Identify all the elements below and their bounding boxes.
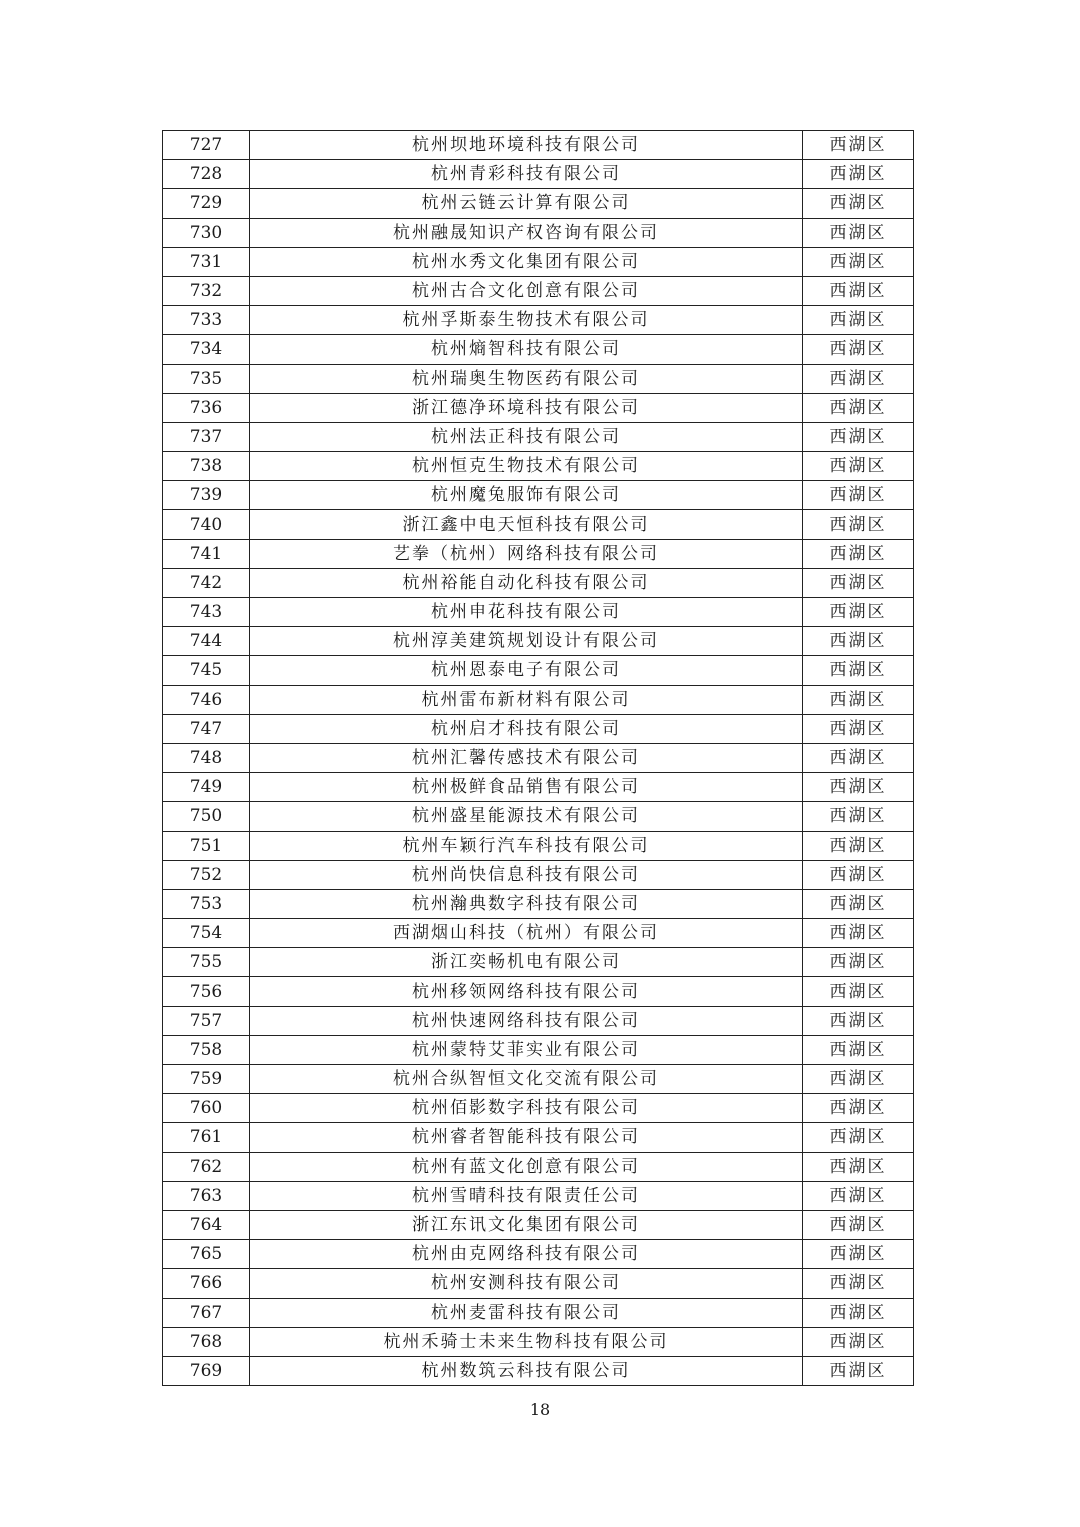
district-cell: 西湖区 [803,1181,914,1210]
company-name-cell: 杭州合纵智恒文化交流有限公司 [250,1065,803,1094]
company-name-cell: 杭州申花科技有限公司 [250,598,803,627]
company-name-cell: 杭州启才科技有限公司 [250,714,803,743]
table-row [163,1240,914,1269]
table-row [163,1269,914,1298]
row-number-cell: 766 [163,1269,250,1298]
row-number-cell: 767 [163,1298,250,1327]
row-number-cell: 752 [163,860,250,889]
company-name-cell: 艺拳（杭州）网络科技有限公司 [250,539,803,568]
row-number-cell: 734 [163,335,250,364]
table-row [163,218,914,247]
row-number-cell: 747 [163,714,250,743]
district-cell: 西湖区 [803,627,914,656]
district-cell: 西湖区 [803,889,914,918]
table-row [163,568,914,597]
company-name-cell: 杭州魔兔服饰有限公司 [250,481,803,510]
company-name-cell: 杭州坝地环境科技有限公司 [250,131,803,160]
company-name-cell: 杭州尚快信息科技有限公司 [250,860,803,889]
district-cell: 西湖区 [803,714,914,743]
district-cell: 西湖区 [803,276,914,305]
row-number-cell: 769 [163,1356,250,1385]
table-row [163,656,914,685]
table-row [163,1065,914,1094]
company-name-cell: 杭州蒙特艾菲实业有限公司 [250,1035,803,1064]
company-name-cell: 杭州恩泰电子有限公司 [250,656,803,685]
table-row [163,773,914,802]
row-number-cell: 764 [163,1210,250,1239]
row-number-cell: 760 [163,1094,250,1123]
table-row [163,1181,914,1210]
row-number-cell: 754 [163,919,250,948]
row-number-cell: 743 [163,598,250,627]
table-row [163,1094,914,1123]
row-number-cell: 756 [163,977,250,1006]
row-number-cell: 759 [163,1065,250,1094]
row-number-cell: 735 [163,364,250,393]
table-row [163,510,914,539]
row-number-cell: 730 [163,218,250,247]
row-number-cell: 739 [163,481,250,510]
district-cell: 西湖区 [803,422,914,451]
company-name-cell: 杭州恒克生物技术有限公司 [250,452,803,481]
row-number-cell: 758 [163,1035,250,1064]
table-row [163,714,914,743]
company-name-cell: 杭州青彩科技有限公司 [250,160,803,189]
table-row [163,743,914,772]
district-cell: 西湖区 [803,1327,914,1356]
district-cell: 西湖区 [803,1123,914,1152]
table-row [163,919,914,948]
district-cell: 西湖区 [803,1210,914,1239]
district-cell: 西湖区 [803,218,914,247]
row-number-cell: 744 [163,627,250,656]
company-name-cell: 杭州佰影数字科技有限公司 [250,1094,803,1123]
company-name-cell: 杭州水秀文化集团有限公司 [250,247,803,276]
district-cell: 西湖区 [803,568,914,597]
company-name-cell: 杭州瀚典数字科技有限公司 [250,889,803,918]
company-table-body [163,131,914,1386]
district-cell: 西湖区 [803,1269,914,1298]
company-name-cell: 杭州有蓝文化创意有限公司 [250,1152,803,1181]
table-row [163,948,914,977]
company-name-cell: 杭州熵智科技有限公司 [250,335,803,364]
table-row [163,364,914,393]
company-name-cell: 杭州数筑云科技有限公司 [250,1356,803,1385]
table-row [163,452,914,481]
row-number-cell: 741 [163,539,250,568]
district-cell: 西湖区 [803,393,914,422]
company-name-cell: 杭州融晟知识产权咨询有限公司 [250,218,803,247]
table-row [163,685,914,714]
row-number-cell: 732 [163,276,250,305]
page-number: 18 [529,1400,551,1419]
row-number-cell: 728 [163,160,250,189]
row-number-cell: 737 [163,422,250,451]
company-name-cell: 杭州云链云计算有限公司 [250,189,803,218]
district-cell: 西湖区 [803,452,914,481]
district-cell: 西湖区 [803,1065,914,1094]
table-row [163,1298,914,1327]
row-number-cell: 749 [163,773,250,802]
company-name-cell: 杭州车颖行汽车科技有限公司 [250,831,803,860]
district-cell: 西湖区 [803,802,914,831]
company-name-cell: 杭州睿者智能科技有限公司 [250,1123,803,1152]
table-row [163,247,914,276]
row-number-cell: 746 [163,685,250,714]
company-name-cell: 杭州移领网络科技有限公司 [250,977,803,1006]
district-cell: 西湖区 [803,831,914,860]
table-row [163,1327,914,1356]
table-row [163,1035,914,1064]
table-row [163,598,914,627]
district-cell: 西湖区 [803,948,914,977]
company-name-cell: 浙江东讯文化集团有限公司 [250,1210,803,1239]
row-number-cell: 765 [163,1240,250,1269]
row-number-cell: 757 [163,1006,250,1035]
table-row [163,481,914,510]
district-cell: 西湖区 [803,977,914,1006]
row-number-cell: 729 [163,189,250,218]
district-cell: 西湖区 [803,743,914,772]
table-row [163,335,914,364]
district-cell: 西湖区 [803,656,914,685]
table-row [163,977,914,1006]
district-cell: 西湖区 [803,1035,914,1064]
company-name-cell: 杭州麦雷科技有限公司 [250,1298,803,1327]
company-name-cell: 杭州法正科技有限公司 [250,422,803,451]
district-cell: 西湖区 [803,481,914,510]
district-cell: 西湖区 [803,247,914,276]
district-cell: 西湖区 [803,160,914,189]
row-number-cell: 745 [163,656,250,685]
table-row [163,422,914,451]
row-number-cell: 738 [163,452,250,481]
table-row [163,802,914,831]
company-name-cell: 西湖烟山科技（杭州）有限公司 [250,919,803,948]
table-row [163,1006,914,1035]
company-name-cell: 杭州孚斯泰生物技术有限公司 [250,306,803,335]
district-cell: 西湖区 [803,364,914,393]
company-name-cell: 浙江奕畅机电有限公司 [250,948,803,977]
table-row [163,627,914,656]
row-number-cell: 727 [163,131,250,160]
table-row [163,1152,914,1181]
district-cell: 西湖区 [803,131,914,160]
district-cell: 西湖区 [803,773,914,802]
district-cell: 西湖区 [803,1240,914,1269]
row-number-cell: 751 [163,831,250,860]
district-cell: 西湖区 [803,1356,914,1385]
row-number-cell: 748 [163,743,250,772]
row-number-cell: 750 [163,802,250,831]
row-number-cell: 761 [163,1123,250,1152]
district-cell: 西湖区 [803,510,914,539]
district-cell: 西湖区 [803,539,914,568]
district-cell: 西湖区 [803,1094,914,1123]
table-row [163,1210,914,1239]
table-row [163,1123,914,1152]
company-name-cell: 浙江鑫中电天恒科技有限公司 [250,510,803,539]
district-cell: 西湖区 [803,919,914,948]
district-cell: 西湖区 [803,189,914,218]
table-row [163,306,914,335]
company-name-cell: 杭州由克网络科技有限公司 [250,1240,803,1269]
company-name-cell: 杭州快速网络科技有限公司 [250,1006,803,1035]
company-table [162,130,914,1386]
company-name-cell: 杭州古合文化创意有限公司 [250,276,803,305]
row-number-cell: 740 [163,510,250,539]
company-name-cell: 杭州安测科技有限公司 [250,1269,803,1298]
row-number-cell: 733 [163,306,250,335]
row-number-cell: 742 [163,568,250,597]
district-cell: 西湖区 [803,598,914,627]
row-number-cell: 736 [163,393,250,422]
district-cell: 西湖区 [803,860,914,889]
company-name-cell: 杭州雷布新材料有限公司 [250,685,803,714]
company-name-cell: 杭州盛星能源技术有限公司 [250,802,803,831]
company-name-cell: 杭州雪晴科技有限责任公司 [250,1181,803,1210]
table-row [163,276,914,305]
district-cell: 西湖区 [803,335,914,364]
table-row [163,131,914,160]
table-row [163,831,914,860]
table-row [163,160,914,189]
row-number-cell: 755 [163,948,250,977]
table-row [163,1356,914,1385]
table-row [163,393,914,422]
company-name-cell: 杭州极鲜食品销售有限公司 [250,773,803,802]
row-number-cell: 763 [163,1181,250,1210]
company-name-cell: 浙江德净环境科技有限公司 [250,393,803,422]
table-row [163,860,914,889]
district-cell: 西湖区 [803,1006,914,1035]
table-row [163,189,914,218]
company-name-cell: 杭州裕能自动化科技有限公司 [250,568,803,597]
district-cell: 西湖区 [803,685,914,714]
company-name-cell: 杭州禾骑士未来生物科技有限公司 [250,1327,803,1356]
row-number-cell: 768 [163,1327,250,1356]
district-cell: 西湖区 [803,306,914,335]
row-number-cell: 762 [163,1152,250,1181]
company-name-cell: 杭州汇馨传感技术有限公司 [250,743,803,772]
row-number-cell: 731 [163,247,250,276]
district-cell: 西湖区 [803,1152,914,1181]
company-name-cell: 杭州瑞奥生物医药有限公司 [250,364,803,393]
table-row [163,889,914,918]
district-cell: 西湖区 [803,1298,914,1327]
company-name-cell: 杭州淳美建筑规划设计有限公司 [250,627,803,656]
row-number-cell: 753 [163,889,250,918]
table-row [163,539,914,568]
